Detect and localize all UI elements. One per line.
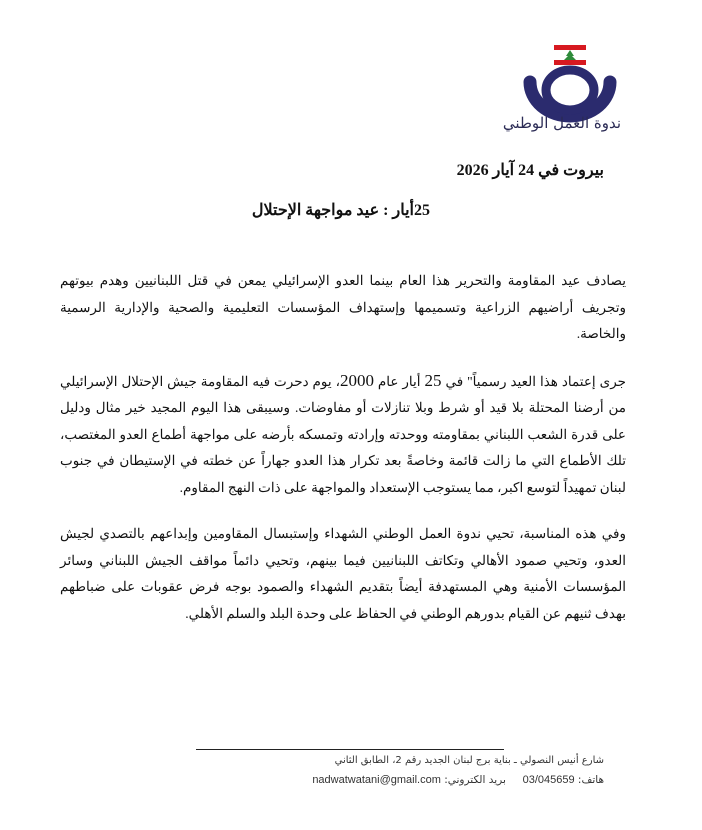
footer-contact [312, 774, 604, 786]
cedar-flag-icon [554, 45, 586, 65]
paragraph-1: يصادف عيد المقاومة والتحرير هذا العام بينما العدو الإسرائيلي يمعن في قتل اللبنانيين وهدم بيوتهم وتجريف أراضيهم الزراعية وتسميمها وإستهداف المؤسسات التعليمية والصحية والإدارية الرسمية والخاصة. [60, 273, 626, 341]
letter-body [60, 268, 626, 647]
paragraph-2 [60, 368, 626, 502]
footer-address: شارع أنيس النصولي ـ بناية برج لبنان الجديد رقم 2، الطابق الثاني [334, 755, 604, 766]
email-label: بريد الكتروني: [444, 774, 506, 786]
letter-date: بيروت في 24 آيار 2026 [456, 162, 604, 179]
letter-title: 25أيار : عيد مواجهة الإحتلال [251, 202, 430, 219]
ring-inner-shape [546, 70, 594, 110]
flag-stripe-bottom [554, 60, 586, 65]
paragraph-2-day: 25 [424, 370, 442, 390]
footer-divider [196, 749, 504, 750]
paragraph-2-year: 2000 [339, 370, 374, 390]
flag-stripe-top [554, 45, 586, 50]
email-address[interactable]: nadwatwatani@gmail.com [312, 774, 441, 786]
paragraph-2-part-c: ، يوم دحرت فيه المقاومة جيش الإحتلال الإسرائيلي من أرضنا المحتلة بلا قيد أو شرط وبلا تنازلات أو مفاوضات. وسيبقى هذا اليوم المجيد خير مثال ودليل على قدرة الشعب اللبناني بمقاومته ووحدته وإرادته وتمسكه بأرضه على مواجهة أطماع العدو المغتصب، تلك الأطماع التي ما زالت قائمة وخاصةً بعد تكرار هذا العدو جهاراً عن خطته في الإستيطان في جنوب لبنان تمهيداً لتوسع اكبر، مما يستوجب الإستعداد والمواجهة على ذات النهج المقاوم. [60, 373, 626, 495]
phone-number: 03/045659 [522, 774, 575, 786]
paragraph-3: وفي هذه المناسبة، تحيي ندوة العمل الوطني الشهداء وإستبسال المقاومين وإبداعهم بالتصدي لجيش العدو، وتحيي صمود الأهالي وتكاتف اللبنانيين فيما بينهم، وتحيي دائماً مواقف الجيش اللبناني وسائر المؤسسات الأمنية وهي المستهدفة أيضاً بتقديم الشهداء والصمود بوجه فرض عقوبات على ضباطهم بهدف ثنيهم عن القيام بدورهم الوطني في الحفاظ على وحدة البلد والسلم الأهلي. [60, 526, 626, 621]
paragraph-2-part-b: أيار عام [373, 373, 425, 389]
phone-label: هاتف: [577, 774, 604, 786]
logo-caption: ندوة العمل الوطني [502, 114, 622, 132]
paragraph-2-part-a: جرى إعتماد هذا العيد رسمياً" في [441, 373, 627, 389]
cedar-shape [564, 50, 576, 60]
